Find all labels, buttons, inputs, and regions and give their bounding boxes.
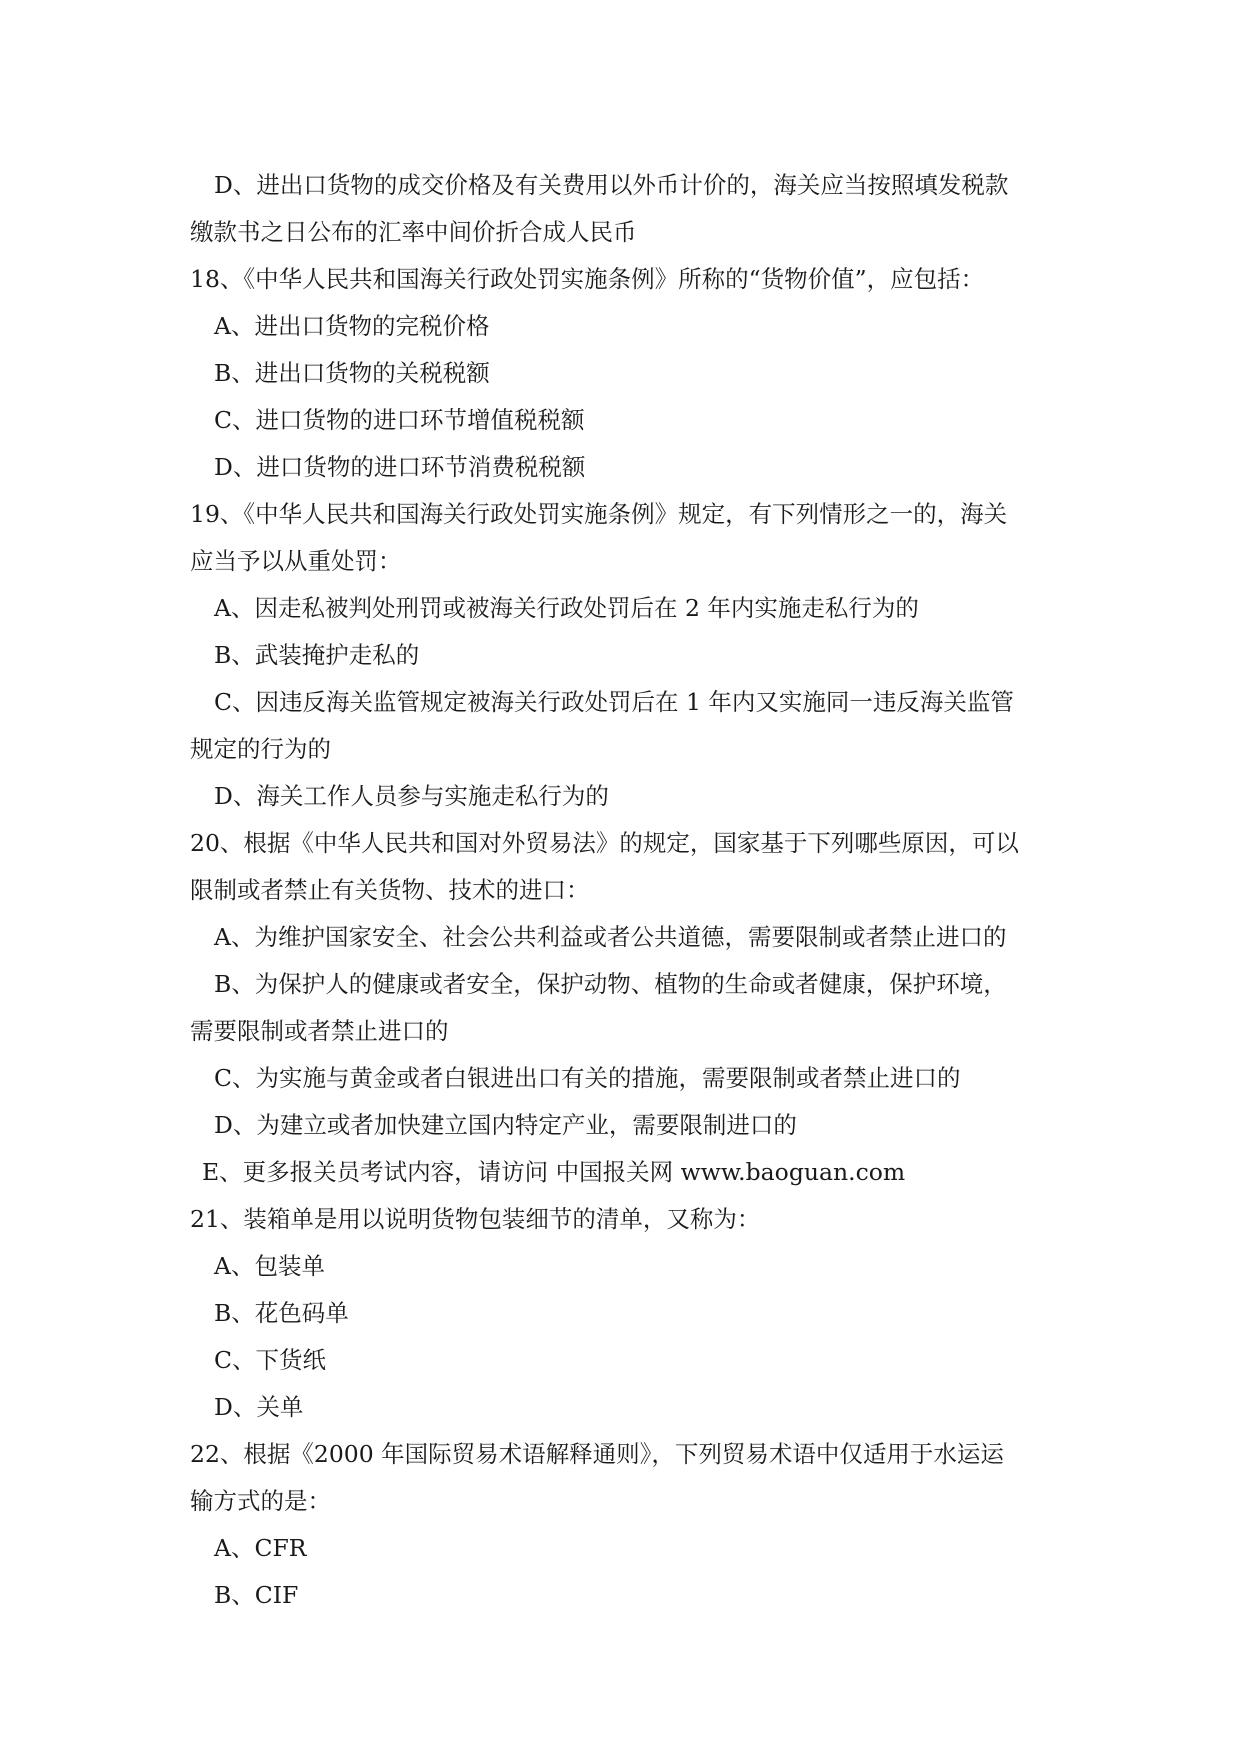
option-18c: C、进口货物的进口环节增值税税额 [214,406,585,434]
question-20-line-1: 20、根据《中华人民共和国对外贸易法》的规定，国家基于下列哪些原因，可以 [190,829,1019,857]
option-20b-line-1: B、为保护人的健康或者安全，保护动物、植物的生命或者健康，保护环境， [214,970,1007,998]
question-19-line-1: 19、《中华人民共和国海关行政处罚实施条例》规定，有下列情形之一的，海关 [190,500,1008,528]
option-19c-line-1: C、因违反海关监管规定被海关行政处罚后在 1 年内又实施同一违反海关监管 [214,688,1014,716]
question-20-line-2: 限制或者禁止有关货物、技术的进口： [190,876,590,904]
option-21c: C、下货纸 [214,1346,326,1374]
option-21a: A、包装单 [214,1252,325,1280]
option-18d: D、进口货物的进口环节消费税税额 [214,453,586,481]
option-17d-line-2: 缴款书之日公布的汇率中间价折合成人民币 [190,218,637,246]
option-20d: D、为建立或者加快建立国内特定产业，需要限制进口的 [214,1111,797,1139]
option-20e-ad: E、更多报关员考试内容，请访问 中国报关网 www.baoguan.com [202,1158,906,1186]
option-17d-line-1: D、进出口货物的成交价格及有关费用以外币计价的，海关应当按照填发税款 [214,171,1009,199]
document-body [190,162,1060,1619]
question-18: 18、《中华人民共和国海关行政处罚实施条例》所称的“货物价值”，应包括： [190,265,985,293]
option-21d: D、关单 [214,1393,304,1421]
option-19d: D、海关工作人员参与实施走私行为的 [214,782,609,810]
option-19c-line-2: 规定的行为的 [190,735,331,763]
option-22a: A、CFR [214,1534,307,1562]
option-21b: B、花色码单 [214,1299,349,1327]
question-22-line-1: 22、根据《2000 年国际贸易术语解释通则》，下列贸易术语中仅适用于水运运 [190,1440,1004,1468]
question-19-line-2: 应当予以从重处罚： [190,547,402,575]
option-20c: C、为实施与黄金或者白银进出口有关的措施，需要限制或者禁止进口的 [214,1064,961,1092]
option-18b: B、进出口货物的关税税额 [214,359,490,387]
option-22b: B、CIF [214,1581,299,1609]
option-20b-line-2: 需要限制或者禁止进口的 [190,1017,449,1045]
option-20a: A、为维护国家安全、社会公共利益或者公共道德，需要限制或者禁止进口的 [214,923,1007,951]
option-19a: A、因走私被判处刑罚或被海关行政处罚后在 2 年内实施走私行为的 [214,594,919,622]
option-18a: A、进出口货物的完税价格 [214,312,490,340]
question-22-line-2: 输方式的是： [190,1487,331,1515]
option-19b: B、武装掩护走私的 [214,641,420,669]
question-21: 21、装箱单是用以说明货物包装细节的清单，又称为： [190,1205,761,1233]
